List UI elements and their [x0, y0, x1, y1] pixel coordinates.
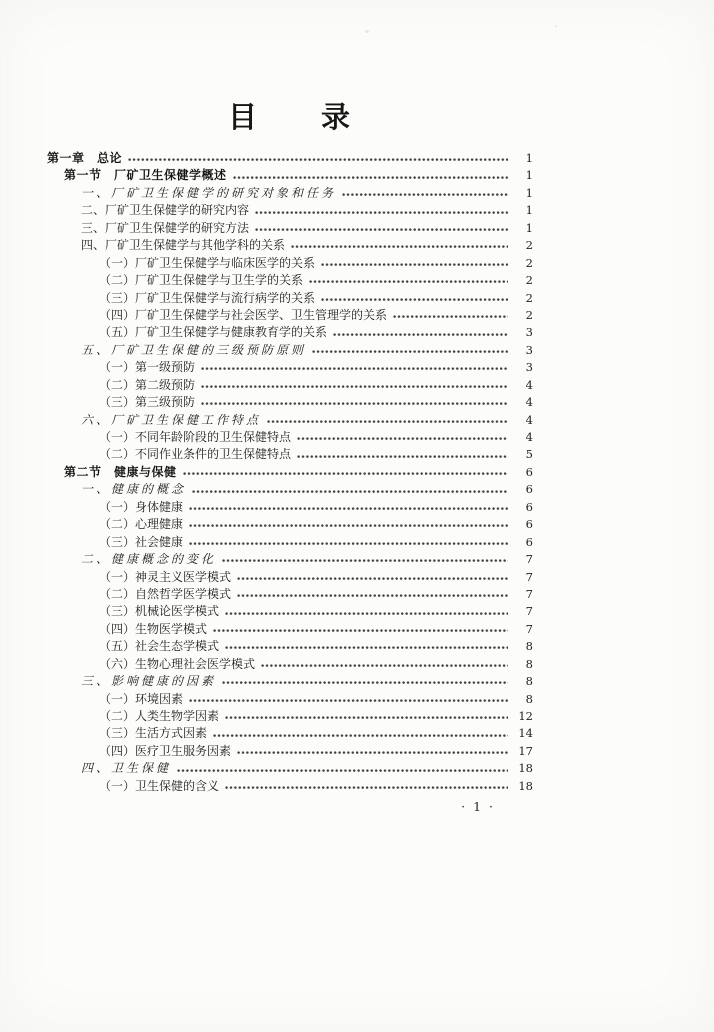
dot-leader: [233, 176, 508, 180]
toc-entry-page: 1: [525, 168, 533, 183]
toc-list: [47, 150, 533, 795]
toc-entry-page: 6: [525, 517, 533, 532]
toc-entry-page: 1: [525, 151, 533, 165]
toc-entry-label: 一、健康的概念: [81, 482, 187, 497]
toc-entry: [47, 551, 533, 568]
toc-entry-label: （一）身体健康: [99, 499, 184, 514]
toc-entry-label: （二）第二级预防: [99, 377, 196, 392]
dot-leader: [321, 298, 508, 302]
toc-entry-page: 1: [525, 203, 533, 218]
dot-leader: [189, 542, 508, 546]
toc-entry: [47, 394, 533, 411]
toc-entry-label: （一）不同年龄阶段的卫生保健特点: [99, 430, 292, 444]
toc-entry: [47, 603, 533, 620]
dot-leader: [237, 577, 508, 581]
toc-entry: [47, 586, 533, 603]
toc-entry: [47, 708, 533, 725]
toc-entry-label: 三、厂矿卫生保健学的研究方法: [81, 220, 250, 235]
toc-entry: [47, 202, 533, 219]
dot-leader: [225, 646, 508, 650]
toc-entry: [47, 307, 533, 324]
toc-entry: [47, 621, 533, 638]
dot-leader: [201, 402, 508, 406]
toc-entry-page: 17: [518, 743, 533, 758]
dot-leader: [255, 228, 508, 232]
toc-entry: [47, 342, 533, 359]
toc-entry-label: （二）厂矿卫生保健学与卫生学的关系: [99, 273, 304, 288]
toc-entry-label: （六）生物心理社会医学模式: [99, 656, 256, 671]
toc-entry-page: 1: [525, 220, 533, 235]
toc-entry-page: 12: [518, 709, 533, 723]
dot-leader: [333, 333, 508, 337]
dot-leader: [237, 751, 508, 755]
toc-entry-label: （三）厂矿卫生保健学与流行病学的关系: [99, 290, 316, 305]
dot-leader: [222, 559, 508, 563]
dot-leader: [189, 699, 508, 703]
toc-entry: [47, 638, 533, 655]
toc-entry-page: 2: [525, 255, 533, 270]
toc-entry-page: 4: [525, 395, 533, 410]
dot-leader: [213, 734, 508, 738]
toc-entry-page: 8: [525, 674, 533, 689]
scan-artifact: [555, 25, 557, 27]
toc-entry: [47, 481, 533, 498]
toc-entry-page: 6: [525, 464, 533, 479]
toc-entry-label: 一、厂矿卫生保健学的研究对象和任务: [81, 185, 337, 200]
toc-entry: [47, 725, 533, 742]
toc-entry-page: 6: [525, 482, 533, 497]
dot-leader: [213, 629, 508, 633]
dot-leader: [222, 681, 508, 685]
toc-entry-page: 4: [525, 430, 533, 444]
toc-entry: [47, 534, 533, 551]
dot-leader: [255, 211, 508, 215]
toc-entry-page: 2: [525, 273, 533, 288]
scan-artifact: [365, 30, 369, 33]
dot-leader: [177, 769, 508, 773]
toc-entry: [47, 237, 533, 254]
toc-entry: [47, 150, 533, 167]
toc-entry: [47, 760, 533, 777]
toc-entry-label: （四）医疗卫生服务因素: [99, 743, 232, 758]
toc-entry-label: （三）社会健康: [99, 534, 184, 549]
dot-leader: [312, 350, 508, 354]
toc-entry: [47, 359, 533, 376]
toc-entry: [47, 516, 533, 533]
toc-entry: [47, 220, 533, 237]
toc-entry-label: 二、厂矿卫生保健学的研究内容: [81, 203, 250, 218]
toc-entry-page: 8: [525, 639, 533, 654]
toc-entry-page: 7: [525, 569, 533, 584]
toc-entry: [47, 673, 533, 690]
dot-leader: [393, 315, 508, 319]
dot-leader: [225, 786, 508, 790]
dot-leader: [225, 716, 508, 720]
toc-entry-label: 第二节 健康与保健: [64, 464, 177, 479]
toc-entry-page: 3: [525, 360, 533, 375]
toc-entry-label: （三）机械论医学模式: [99, 604, 220, 619]
toc-entry-page: 3: [525, 325, 533, 340]
dot-leader: [309, 280, 508, 284]
toc-entry: [47, 499, 533, 516]
toc-entry: [47, 569, 533, 586]
toc-entry: [47, 656, 533, 673]
dot-leader: [267, 420, 508, 424]
toc-entry-label: 四、卫生保健: [81, 761, 172, 776]
toc-entry-label: （三）生活方式因素: [99, 726, 208, 741]
toc-entry-page: 6: [525, 534, 533, 549]
toc-entry-label: 第一节 厂矿卫生保健学概述: [64, 168, 227, 183]
toc-entry-page: 5: [525, 447, 533, 462]
toc-entry-label: （二）心理健康: [99, 517, 184, 532]
dot-leader: [201, 367, 508, 371]
toc-entry-label: （一）环境因素: [99, 691, 184, 706]
toc-entry-page: 7: [525, 604, 533, 619]
toc-entry: [47, 255, 533, 272]
dot-leader: [297, 455, 508, 459]
toc-entry-page: 4: [525, 377, 533, 392]
toc-entry-label: （三）第三级预防: [99, 395, 196, 410]
dot-leader: [297, 437, 508, 441]
toc-entry-page: 18: [518, 778, 533, 793]
toc-entry-page: 6: [525, 499, 533, 514]
toc-entry-label: （一）第一级预防: [99, 360, 196, 375]
toc-entry-label: （二）人类生物学因素: [99, 709, 220, 723]
toc-entry-page: 1: [525, 185, 533, 200]
toc-entry: [47, 429, 533, 446]
toc-entry: [47, 778, 533, 795]
toc-entry-page: 4: [525, 412, 533, 427]
toc-entry-page: 7: [525, 621, 533, 636]
toc-entry-label: （二）自然哲学医学模式: [99, 586, 232, 601]
dot-leader: [237, 594, 508, 598]
toc-entry: [47, 185, 533, 202]
dot-leader: [189, 507, 508, 511]
toc-entry: [47, 324, 533, 341]
toc-entry: [47, 446, 533, 463]
toc-entry-label: （一）厂矿卫生保健学与临床医学的关系: [99, 255, 316, 270]
toc-entry-label: （四）厂矿卫生保健学与社会医学、卫生管理学的关系: [99, 307, 388, 322]
toc-entry-page: 2: [525, 290, 533, 305]
dot-leader: [291, 245, 508, 249]
dot-leader: [189, 524, 508, 528]
dot-leader: [128, 158, 508, 162]
toc-entry-label: 四、厂矿卫生保健学与其他学科的关系: [81, 238, 286, 253]
toc-entry: [47, 272, 533, 289]
dot-leader: [321, 263, 508, 267]
toc-entry-label: （五）社会生态学模式: [99, 639, 220, 654]
dot-leader: [261, 664, 508, 668]
toc-entry-label: 第一章 总论: [47, 151, 123, 165]
toc-entry-label: 六、厂矿卫生保健工作特点: [81, 412, 262, 427]
toc-entry-page: 14: [518, 726, 533, 741]
page-title: 目 录: [227, 100, 352, 134]
toc-entry-label: （四）生物医学模式: [99, 621, 208, 636]
toc-entry: [47, 167, 533, 184]
toc-entry: [47, 290, 533, 307]
toc-entry: [47, 743, 533, 760]
dot-leader: [201, 385, 508, 389]
toc-entry-label: 二、健康概念的变化: [81, 552, 217, 567]
dot-leader: [183, 472, 508, 476]
toc-entry-label: （五）厂矿卫生保健学与健康教育学的关系: [99, 325, 328, 340]
toc-entry-page: 8: [525, 656, 533, 671]
dot-leader: [342, 193, 508, 197]
toc-entry: [47, 377, 533, 394]
toc-entry-page: 2: [525, 238, 533, 253]
toc-entry-page: 7: [525, 586, 533, 601]
toc-entry-page: 3: [525, 342, 533, 357]
toc-entry: [47, 691, 533, 708]
toc-entry-page: 8: [525, 691, 533, 706]
toc-entry-label: 三、影响健康的因素: [81, 674, 217, 689]
page-number: · 1 ·: [461, 799, 495, 814]
toc-entry-label: （二）不同作业条件的卫生保健特点: [99, 447, 292, 462]
toc-entry-label: （一）卫生保健的含义: [99, 778, 220, 793]
toc-entry-label: 五、厂矿卫生保健的三级预防原则: [81, 342, 307, 357]
toc-entry-label: （一）神灵主义医学模式: [99, 569, 232, 584]
dot-leader: [225, 612, 508, 616]
toc-entry-page: 18: [518, 761, 533, 776]
toc-entry-page: 2: [525, 307, 533, 322]
toc-entry: [47, 412, 533, 429]
dot-leader: [192, 490, 508, 494]
toc-entry-page: 7: [525, 552, 533, 567]
toc-entry: [47, 464, 533, 481]
